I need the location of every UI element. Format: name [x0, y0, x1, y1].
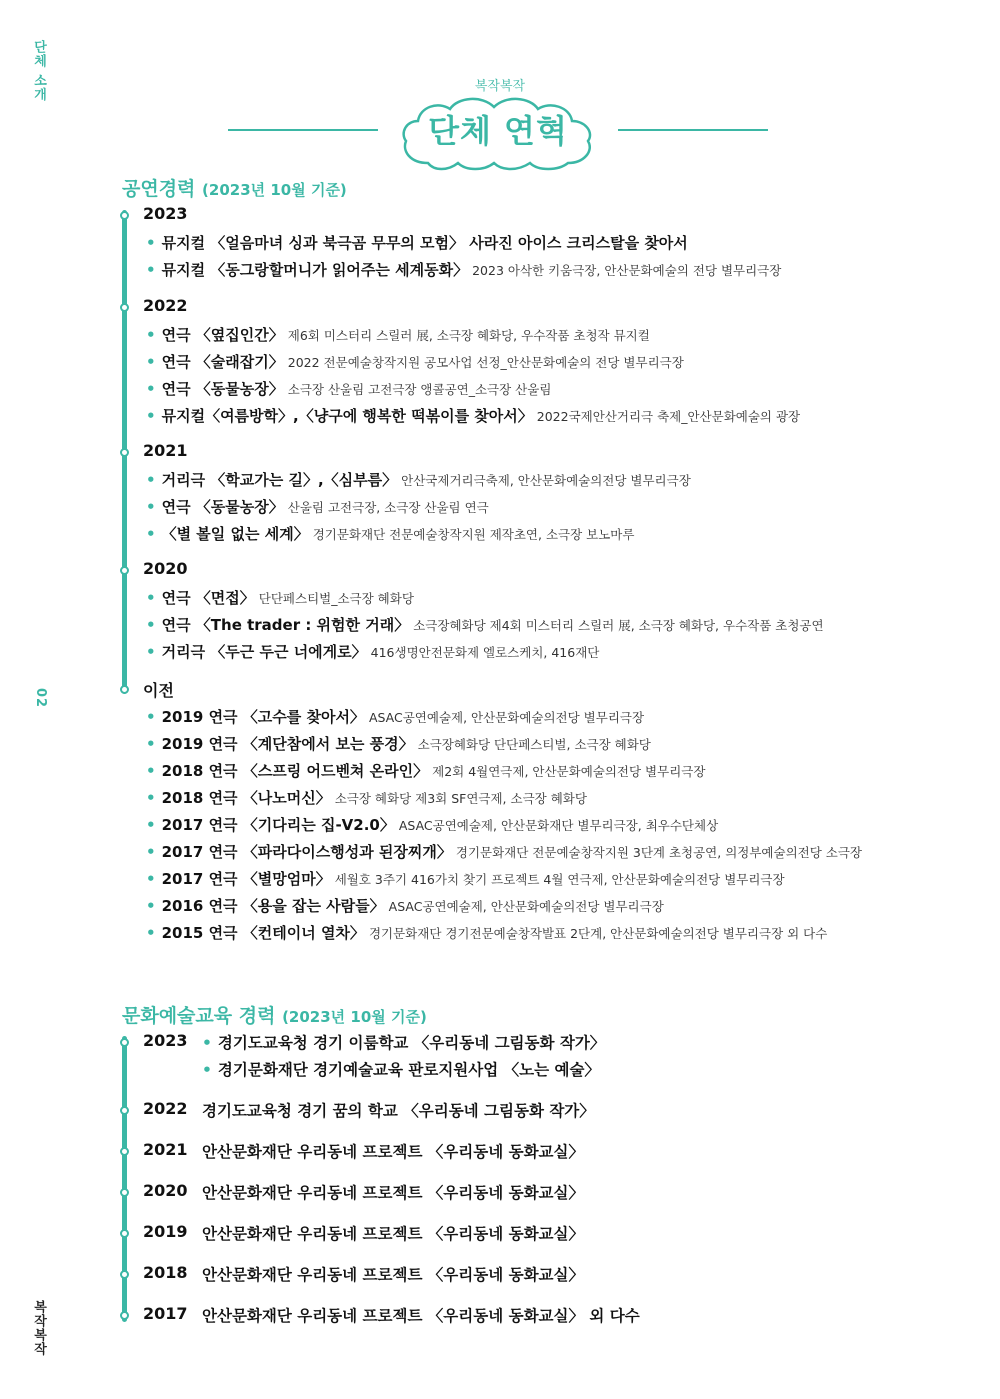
item-title: 연극 〈옆집인간〉 — [161, 326, 284, 344]
item-detail: 단단페스티벌_소극장 혜화당 — [258, 591, 414, 606]
item-title: 안산문화재단 우리동네 프로젝트 〈우리동네 동화교실〉 — [202, 1225, 584, 1243]
year-label: 2018 — [143, 1263, 188, 1282]
list-item — [202, 1304, 640, 1326]
item-title: 연극 〈면접〉 — [161, 589, 255, 607]
bullet-icon: • — [146, 870, 156, 888]
header-subtitle: 복작복작 — [474, 79, 526, 94]
year-label: 2023 — [143, 204, 188, 223]
list-item — [146, 496, 489, 517]
item-title: 2017 연극 〈별망엄마〉 — [161, 870, 331, 888]
bullet-icon: • — [146, 589, 156, 607]
item-detail: 2022국제안산거리극 축제_안산문화예술의 광장 — [536, 409, 801, 424]
bullet-icon: • — [202, 1034, 212, 1052]
timeline-dot — [120, 685, 129, 694]
bullet-icon: • — [146, 643, 156, 661]
year-label: 2021 — [143, 1140, 188, 1159]
item-title: 2016 연극 〈용을 잡는 사람들〉 — [161, 897, 385, 915]
timeline-dot — [120, 1311, 129, 1320]
year-label: 2023 — [143, 1031, 188, 1050]
item-title: 거리극 〈학교가는 길〉,〈심부름〉 — [161, 471, 398, 489]
item-title: 거리극 〈두근 두근 너에게로〉 — [161, 643, 367, 661]
bullet-icon: • — [146, 924, 156, 942]
item-detail: 소극장 산울림 고전극장 앵콜공연_소극장 산울림 — [287, 382, 552, 397]
list-item — [146, 351, 684, 372]
item-detail: 제6회 미스터리 스릴러 展, 소극장 혜화당, 우수작품 초청작 뮤지컬 — [287, 328, 650, 343]
list-item — [146, 259, 781, 280]
list-item — [146, 523, 634, 544]
list-item — [146, 614, 824, 635]
list-item — [146, 922, 827, 943]
item-detail: 소극장혜화당 제4회 미스터리 스릴러 展, 소극장 혜화당, 우수작품 초청공연 — [413, 618, 824, 633]
side-section-label: 단체 소개 — [31, 40, 46, 102]
item-detail: 산울림 고전극장, 소극장 산울림 연극 — [287, 500, 489, 515]
year-label: 2020 — [143, 1181, 188, 1200]
list-item — [146, 641, 599, 662]
bullet-icon: • — [146, 789, 156, 807]
item-detail: 세월호 3주기 416가치 찾기 프로젝트 4월 연극제, 안산문화예술의전당 별무리극장 — [334, 872, 785, 887]
item-title: 안산문화재단 우리동네 프로젝트 〈우리동네 동화교실〉 외 다수 — [202, 1307, 640, 1325]
year-label: 2022 — [143, 296, 188, 315]
edu-section-title: 문화예술교육 경력 (2023년 10월 기준) — [122, 1005, 427, 1027]
item-title: 2018 연극 〈스프링 어드벤쳐 온라인〉 — [161, 762, 429, 780]
item-title: 안산문화재단 우리동네 프로젝트 〈우리동네 동화교실〉 — [202, 1143, 584, 1161]
list-item — [202, 1181, 584, 1203]
edu-section-note: (2023년 10월 기준) — [282, 1008, 427, 1026]
timeline-dot — [120, 1038, 129, 1047]
page-header — [0, 70, 1000, 190]
item-title: 뮤지컬〈여름방학〉,〈냥구에 행복한 떡볶이를 찾아서〉 — [161, 407, 533, 425]
bullet-icon: • — [146, 616, 156, 634]
bullet-icon: • — [146, 897, 156, 915]
item-detail: 2022 전문예술창작지원 공모사업 선정_안산문화예술의 전당 별무리극장 — [287, 355, 684, 370]
year-label: 2020 — [143, 559, 188, 578]
item-title: 2017 연극 〈기다리는 집-V2.0〉 — [161, 816, 395, 834]
list-item — [146, 868, 785, 889]
bullet-icon: • — [146, 471, 156, 489]
item-title: 〈별 볼일 없는 세계〉 — [161, 525, 309, 543]
year-label: 2022 — [143, 1099, 188, 1118]
item-title: 경기도교육청 경기 이룸학교 〈우리동네 그림동화 작가〉 — [217, 1034, 606, 1052]
page-title: 단체 연혁 — [428, 112, 568, 150]
bullet-icon: • — [146, 816, 156, 834]
item-detail: 416생명안전문화제 엘로스케치, 416재단 — [370, 645, 600, 660]
item-title: 경기도교육청 경기 꿈의 학교 〈우리동네 그림동화 작가〉 — [202, 1102, 595, 1120]
bullet-icon: • — [146, 407, 156, 425]
list-item — [202, 1140, 584, 1162]
side-brand-label: 복작복작 — [31, 1300, 46, 1356]
perf-section-title: 공연경력 (2023년 10월 기준) — [122, 178, 347, 200]
timeline-dot — [120, 1147, 129, 1156]
page-number: 02 — [33, 688, 48, 709]
item-detail: 안산국제거리극축제, 안산문화예술의전당 별무리극장 — [401, 473, 691, 488]
item-detail: ASAC공연예술제, 안산문화재단 별무리극장, 최우수단체상 — [398, 818, 719, 833]
list-item — [146, 787, 587, 808]
bullet-icon: • — [146, 708, 156, 726]
perf-section-note: (2023년 10월 기준) — [202, 181, 347, 199]
timeline-dot — [120, 211, 129, 220]
list-item — [146, 760, 705, 781]
item-title: 경기문화재단 경기예술교육 판로지원사업 〈노는 예술〉 — [217, 1061, 600, 1079]
year-label: 2021 — [143, 441, 188, 460]
item-title: 뮤지컬 〈동그랑할머니가 읽어주는 세계동화〉 — [161, 261, 469, 279]
bullet-icon: • — [146, 353, 156, 371]
item-title: 2018 연극 〈나노머신〉 — [161, 789, 331, 807]
list-item — [146, 733, 651, 754]
item-title: 안산문화재단 우리동네 프로젝트 〈우리동네 동화교실〉 — [202, 1184, 584, 1202]
year-label: 이전 — [143, 681, 174, 700]
list-item — [146, 469, 691, 490]
list-item — [202, 1099, 595, 1121]
list-item — [146, 706, 644, 727]
year-label: 2019 — [143, 1222, 188, 1241]
item-detail: 소극장 혜화당 제3회 SF연극제, 소극장 혜화당 — [334, 791, 587, 806]
timeline-dot — [120, 1270, 129, 1279]
bullet-icon: • — [146, 843, 156, 861]
list-item — [146, 587, 414, 608]
bullet-icon: • — [146, 261, 156, 279]
item-detail: ASAC공연예술제, 안산문화예술의전당 별무리극장 — [368, 710, 645, 725]
item-title: 연극 〈술래잡기〉 — [161, 353, 284, 371]
item-title: 안산문화재단 우리동네 프로젝트 〈우리동네 동화교실〉 — [202, 1266, 584, 1284]
list-item — [146, 405, 800, 426]
list-item — [146, 841, 862, 862]
timeline-dot — [120, 1229, 129, 1238]
list-item — [202, 1263, 584, 1285]
item-detail: 경기문화재단 경기전문예술창작발표 2단계, 안산문화예술의전당 별무리극장 외 다수 — [368, 926, 828, 941]
list-item — [202, 1031, 605, 1053]
item-title: 연극 〈The trader : 위험한 거래〉 — [161, 616, 410, 634]
list-item — [146, 895, 664, 916]
list-item — [146, 814, 718, 835]
item-title: 2017 연극 〈파라다이스행성과 된장찌개〉 — [161, 843, 452, 861]
header-divider-right — [618, 129, 768, 131]
timeline-dot — [120, 448, 129, 457]
item-detail: 소극장혜화당 단단페스티벌, 소극장 혜화당 — [417, 737, 651, 752]
item-detail: 경기문화재단 전문예술창작지원 3단계 초청공연, 의정부예술의전당 소극장 — [455, 845, 862, 860]
item-detail: 2023 아삭한 키움극장, 안산문화예술의 전당 별무리극장 — [472, 263, 782, 278]
timeline-dot — [120, 1188, 129, 1197]
header-divider-left — [228, 129, 378, 131]
bullet-icon: • — [146, 735, 156, 753]
list-item — [146, 378, 551, 399]
timeline-dot — [120, 566, 129, 575]
item-title: 연극 〈동물농장〉 — [161, 498, 284, 516]
bullet-icon: • — [146, 380, 156, 398]
list-item — [146, 232, 688, 253]
bullet-icon: • — [146, 525, 156, 543]
item-title: 2015 연극 〈컨테이너 열차〉 — [161, 924, 365, 942]
bullet-icon: • — [146, 498, 156, 516]
list-item — [146, 324, 650, 345]
item-title: 연극 〈동물농장〉 — [161, 380, 284, 398]
item-title: 2019 연극 〈고수를 찾아서〉 — [161, 708, 365, 726]
item-detail: 경기문화재단 전문예술창작지원 제작초연, 소극장 보노마루 — [312, 527, 635, 542]
list-item — [202, 1058, 600, 1080]
bullet-icon: • — [146, 234, 156, 252]
year-label: 2017 — [143, 1304, 188, 1323]
bullet-icon: • — [146, 762, 156, 780]
bullet-icon: • — [202, 1061, 212, 1079]
timeline-dot — [120, 1106, 129, 1115]
item-detail: 제2회 4월연극제, 안산문화예술의전당 별무리극장 — [432, 764, 706, 779]
edu-timeline-bar — [122, 1036, 127, 1322]
item-detail: ASAC공연예술제, 안산문화예술의전당 별무리극장 — [388, 899, 664, 914]
bullet-icon: • — [146, 326, 156, 344]
item-title: 2019 연극 〈계단참에서 보는 풍경〉 — [161, 735, 414, 753]
list-item — [202, 1222, 584, 1244]
timeline-dot — [120, 303, 129, 312]
item-title: 뮤지컬 〈얼음마녀 싱과 북극곰 무무의 모험〉 사라진 아이스 크리스탈을 찾아서 — [161, 234, 688, 252]
